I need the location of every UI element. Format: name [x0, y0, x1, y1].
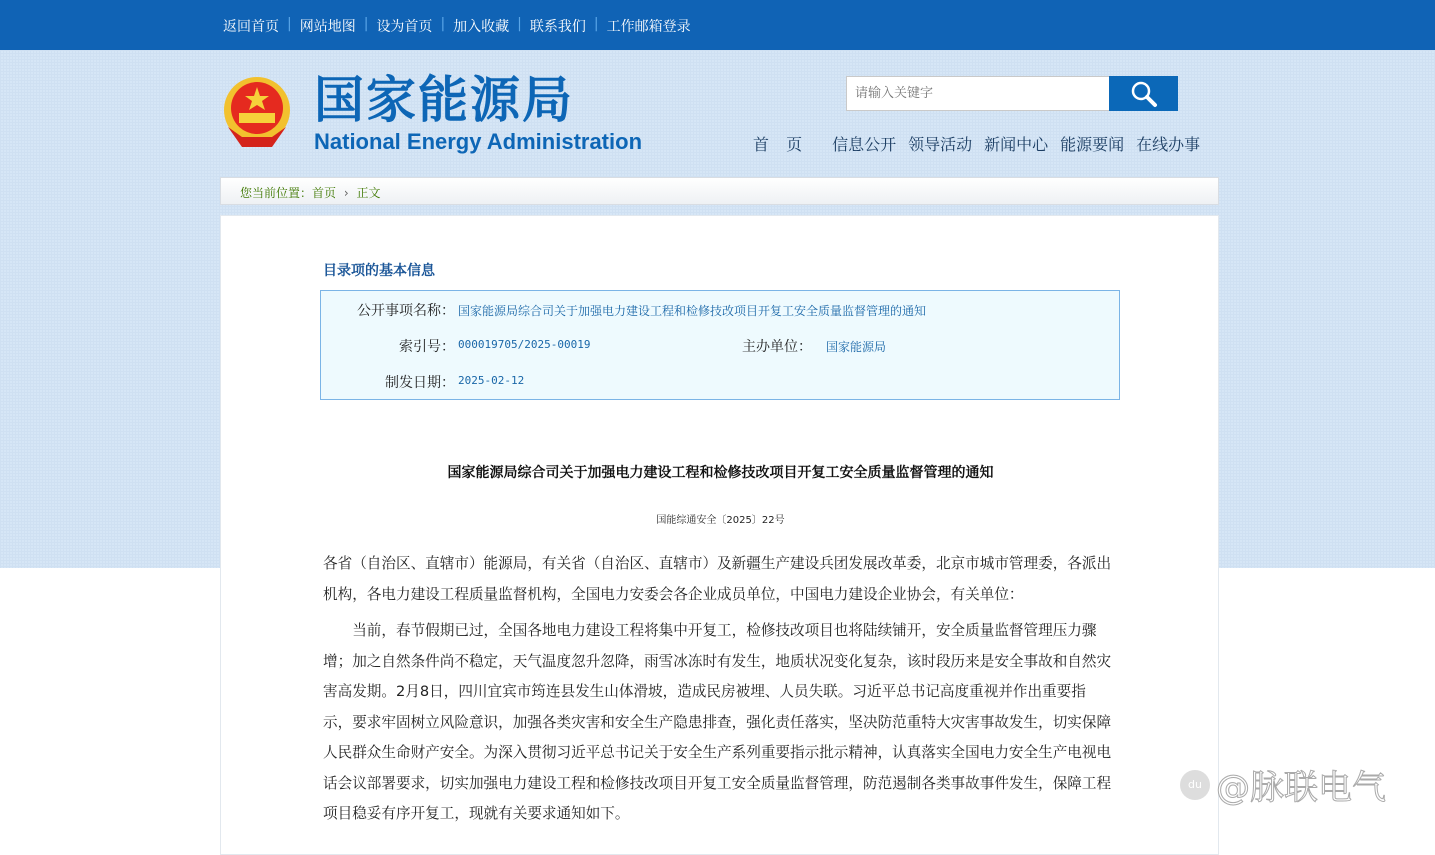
search-button[interactable]	[1109, 76, 1178, 111]
org-label: 主办单位：	[742, 339, 812, 355]
document-body	[323, 549, 1113, 830]
top-bar	[0, 0, 1435, 50]
breadcrumb-home[interactable]: 首页	[312, 186, 337, 200]
document-title: 国家能源局综合司关于加强电力建设工程和检修技改项目开复工安全质量监督管理的通知	[447, 465, 994, 481]
logo-english: National Energy Administration	[314, 129, 643, 154]
divider: |	[363, 16, 369, 32]
nav-leadership[interactable]: 领导活动	[908, 135, 973, 154]
link-home[interactable]: 返回首页	[223, 19, 279, 35]
national-emblem-icon	[222, 77, 292, 151]
document-number: 国能综通安全〔2025〕22号	[656, 515, 785, 526]
date-value: 2025-02-12	[458, 374, 525, 387]
search-icon	[1130, 80, 1158, 108]
logo-chinese[interactable]: 国家能源局	[314, 71, 574, 129]
link-sitemap[interactable]: 网站地图	[299, 19, 356, 35]
org-value: 国家能源局	[826, 340, 887, 354]
paragraph: 各省（自治区、直辖市）能源局，有关省（自治区、直辖市）及新疆生产建设兵团发展改革委，北京市城市管理委，各派出机构，各电力建设工程质量监督机构，全国电力安委会各企业成员单位，中国电力建设企业协会，有关单位：	[323, 555, 1112, 603]
nav-news-center[interactable]: 新闻中心	[984, 135, 1049, 154]
paragraph: 当前，春节假期已过，全国各地电力建设工程将集中开复工，检修技改项目也将陆续铺开，安全质量监督管理压力骤增；加之自然条件尚不稳定，天气温度忽升忽降，雨雪冰冻时有发生，地质状况变化复杂，该时段历来是安全事故和自然灾害高发期。2月8日，四川宜宾市筠连县发生山体滑坡，造成民房被埋、人员失联。习近平总书记高度重视并作出重要指示，要求牢固树立风险意识，加强各类灾害和安全生产隐患排查，强化责任落实，坚决防范重特大灾害事故发生，切实保障人民群众生命财产安全。为深入贯彻习近平总书记关于安全生产系列重要指示批示精神，认真落实全国电力安全生产电视电话会议部署要求，切实加强电力建设工程和检修技改项目开复工安全质量监督管理，防范遏制各类事故事件发生，保障工程项目稳妥有序开复工，现就有关要求通知如下。	[323, 622, 1112, 822]
nav-online-service[interactable]: 在线办事	[1136, 135, 1201, 154]
watermark	[1180, 760, 1386, 809]
search-input[interactable]	[846, 76, 1110, 111]
nav-energy-news[interactable]: 能源要闻	[1060, 135, 1125, 154]
breadcrumb	[220, 177, 1219, 205]
link-set-homepage[interactable]: 设为首页	[376, 19, 433, 35]
divider: |	[440, 16, 446, 32]
index-label: 索引号：	[399, 339, 455, 355]
nav-home[interactable]: 首 页	[753, 135, 809, 154]
nav-info-disclosure[interactable]: 信息公开	[832, 135, 897, 154]
breadcrumb-prefix: 您当前位置：	[240, 186, 313, 200]
section-title: 目录项的基本信息	[323, 263, 435, 279]
divider: |	[517, 16, 522, 32]
link-email-login[interactable]: 工作邮箱登录	[606, 19, 691, 35]
breadcrumb-separator: ›	[343, 186, 349, 200]
info-table	[320, 290, 1120, 400]
article-panel	[220, 215, 1219, 855]
link-bookmark[interactable]: 加入收藏	[453, 19, 510, 35]
baidu-paw-icon: du	[1180, 770, 1210, 800]
divider: |	[287, 16, 292, 32]
watermark-text: @脉联电气	[1216, 768, 1386, 808]
date-label: 制发日期：	[385, 375, 455, 391]
name-label: 公开事项名称：	[357, 303, 455, 319]
link-contact[interactable]: 联系我们	[529, 19, 586, 35]
main-nav	[753, 132, 1212, 155]
top-links	[223, 16, 691, 36]
divider: |	[593, 16, 599, 32]
index-value: 000019705/2025-00019	[458, 338, 591, 351]
name-value: 国家能源局综合司关于加强电力建设工程和检修技改项目开复工安全质量监督管理的通知	[458, 304, 927, 318]
breadcrumb-current: 正文	[356, 186, 381, 200]
